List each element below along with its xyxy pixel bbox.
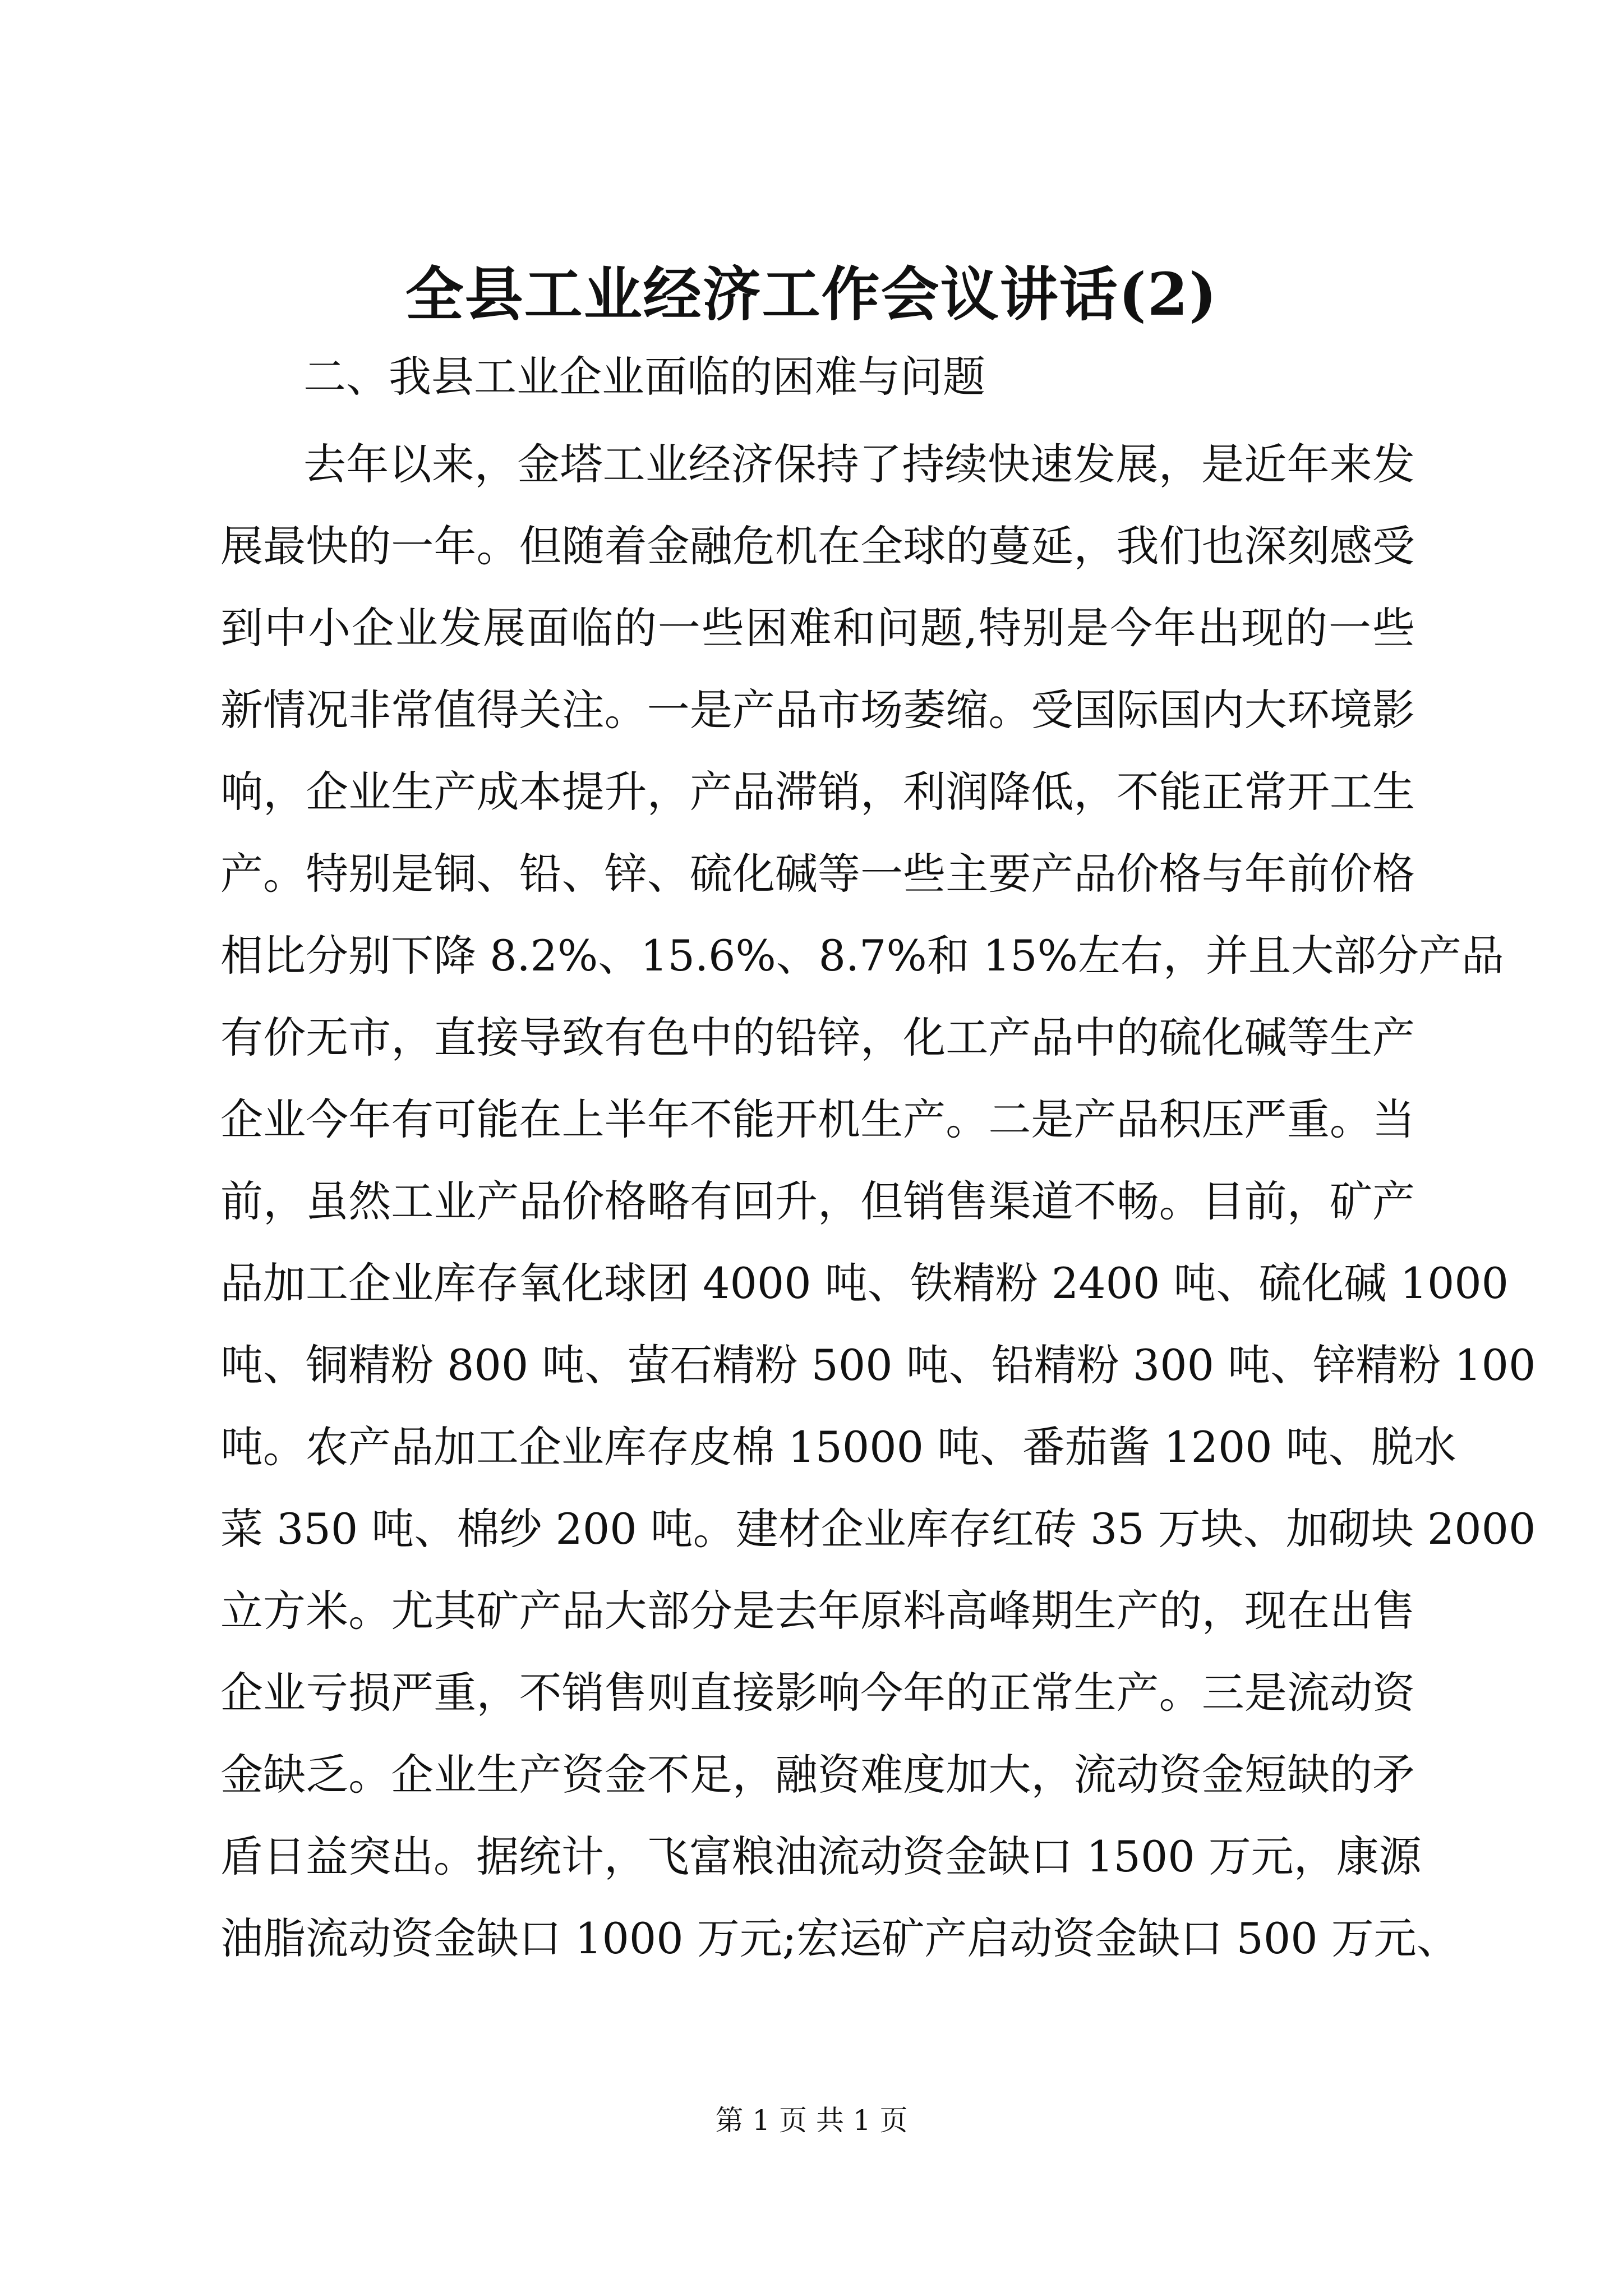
text-line: 吨、铜精粉 800 吨、萤石精粉 500 吨、铅精粉 300 吨、锌精粉 100 xyxy=(220,1340,1536,1390)
text-line: 吨。农产品加工企业库存皮棉 15000 吨、番茄酱 1200 吨、脱水 xyxy=(220,1422,1456,1472)
text-line: 相比分别下降 8.2%、15.6%、8.7%和 15%左右，并且大部分产品 xyxy=(220,931,1504,981)
text-line: 前，虽然工业产品价格略有回升，但销售渠道不畅。目前，矿产 xyxy=(220,1176,1415,1226)
text-line: 金缺乏。企业生产资金不足，融资难度加大，流动资金短缺的矛 xyxy=(220,1750,1415,1800)
document-title: 全县工业经济工作会议讲话(2) xyxy=(405,260,1218,329)
body-paragraph xyxy=(220,424,1536,1980)
text-line: 去年以来，金塔工业经济保持了持续快速发展，是近年来发 xyxy=(303,439,1415,489)
text-line: 新情况非常值得关注。一是产品市场萎缩。受国际国内大环境影 xyxy=(220,685,1415,735)
page-footer: 第 1 页 共 1 页 xyxy=(715,2104,908,2137)
section-heading: 二、我县工业企业面临的困难与问题 xyxy=(303,352,985,402)
text-line: 有价无市，直接导致有色中的铅锌，化工产品中的硫化碱等生产 xyxy=(220,1013,1415,1062)
text-line: 品加工企业库存氧化球团 4000 吨、铁精粉 2400 吨、硫化碱 1000 xyxy=(220,1258,1509,1308)
text-line: 到中小企业发展面临的一些困难和问题,特别是今年出现的一些 xyxy=(220,603,1415,653)
text-line: 产。特别是铜、铅、锌、硫化碱等一些主要产品价格与年前价格 xyxy=(220,849,1415,899)
text-line: 展最快的一年。但随着金融危机在全球的蔓延，我们也深刻感受 xyxy=(220,521,1415,571)
text-line: 油脂流动资金缺口 1000 万元;宏运矿产启动资金缺口 500 万元、 xyxy=(220,1913,1459,1963)
text-line: 响，企业生产成本提升，产品滞销，利润降低，不能正常开工生 xyxy=(220,767,1415,817)
text-line: 企业亏损严重，不销售则直接影响今年的正常生产。三是流动资 xyxy=(220,1668,1415,1718)
text-line: 企业今年有可能在上半年不能开机生产。二是产品积压严重。当 xyxy=(220,1094,1415,1144)
text-line: 立方米。尤其矿产品大部分是去年原料高峰期生产的，现在出售 xyxy=(220,1586,1415,1636)
text-line: 盾日益突出。据统计，飞富粮油流动资金缺口 1500 万元，康源 xyxy=(220,1832,1422,1881)
text-line: 菜 350 吨、棉纱 200 吨。建材企业库存红砖 35 万块、加砌块 2000 xyxy=(220,1504,1536,1554)
